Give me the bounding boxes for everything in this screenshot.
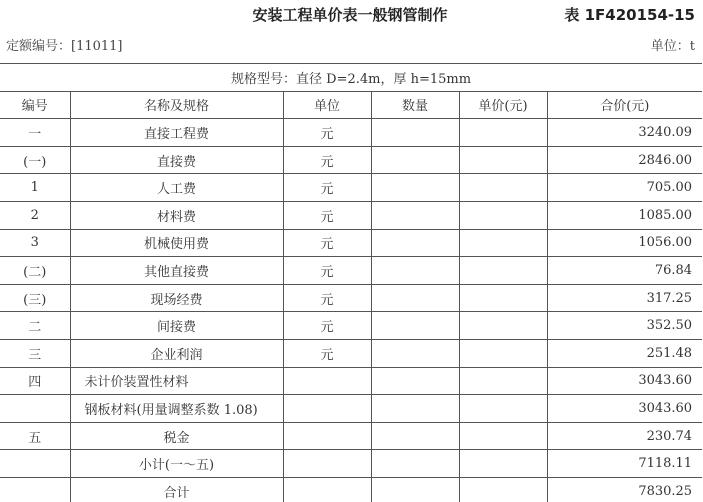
col-header-no: 编号 — [0, 91, 70, 119]
table-row — [0, 257, 702, 285]
cell-unit: 元 — [283, 229, 371, 257]
table-row — [0, 395, 702, 423]
cell-name: 其他直接费 — [70, 257, 283, 285]
col-header-total: 合价(元) — [547, 91, 702, 119]
cell-total: 317.25 — [547, 284, 702, 312]
cell-qty — [371, 146, 459, 174]
cell-qty — [371, 422, 459, 450]
cell-unit: 元 — [283, 284, 371, 312]
cell-no — [0, 395, 70, 423]
table-row — [0, 339, 702, 367]
cell-total: 1085.00 — [547, 201, 702, 229]
cell-price — [459, 284, 547, 312]
cell-qty — [371, 174, 459, 202]
document-title: 安装工程单价表一般钢管制作 — [252, 6, 448, 24]
cell-name: 间接费 — [70, 312, 283, 340]
cell-no: 三 — [0, 339, 70, 367]
cell-unit — [283, 450, 371, 478]
table-row — [0, 450, 702, 478]
cell-unit — [283, 367, 371, 395]
cell-name: 人工费 — [70, 174, 283, 202]
cell-qty — [371, 229, 459, 257]
cell-price — [459, 201, 547, 229]
cell-qty — [371, 395, 459, 423]
cell-name: 直接费 — [70, 146, 283, 174]
cell-no — [0, 477, 70, 502]
table-number: 表 1F420154-15 — [564, 6, 695, 24]
cell-unit: 元 — [283, 312, 371, 340]
cell-total: 230.74 — [547, 422, 702, 450]
cell-qty — [371, 339, 459, 367]
cell-qty — [371, 201, 459, 229]
cell-price — [459, 229, 547, 257]
cell-total: 76.84 — [547, 257, 702, 285]
table-row — [0, 312, 702, 340]
col-header-name: 名称及规格 — [70, 91, 283, 119]
table-row — [0, 174, 702, 202]
cell-qty — [371, 367, 459, 395]
cell-qty — [371, 284, 459, 312]
cell-total: 705.00 — [547, 174, 702, 202]
cell-no: (二) — [0, 257, 70, 285]
cell-no: 1 — [0, 174, 70, 202]
cell-price — [459, 174, 547, 202]
cell-no: 五 — [0, 422, 70, 450]
cell-qty — [371, 477, 459, 502]
unit-price-table — [0, 63, 702, 502]
cell-total: 3240.09 — [547, 119, 702, 147]
cell-unit: 元 — [283, 201, 371, 229]
cell-name: 未计价装置性材料 — [70, 367, 283, 395]
table-row — [0, 229, 702, 257]
col-header-qty: 数量 — [371, 91, 459, 119]
cell-unit — [283, 422, 371, 450]
col-header-unit: 单位 — [283, 91, 371, 119]
cell-total: 7118.11 — [547, 450, 702, 478]
cell-no: 二 — [0, 312, 70, 340]
cell-unit: 元 — [283, 119, 371, 147]
cell-no — [0, 450, 70, 478]
cell-unit: 元 — [283, 257, 371, 285]
cell-price — [459, 367, 547, 395]
cell-total: 1056.00 — [547, 229, 702, 257]
cell-no: (三) — [0, 284, 70, 312]
header-row — [0, 91, 702, 119]
cell-name: 直接工程费 — [70, 119, 283, 147]
cell-total: 2846.00 — [547, 146, 702, 174]
table-row — [0, 422, 702, 450]
cell-price — [459, 450, 547, 478]
table-row — [0, 201, 702, 229]
cell-name: 机械使用费 — [70, 229, 283, 257]
cell-name: 合计 — [70, 477, 283, 502]
cell-qty — [371, 450, 459, 478]
col-header-price: 单价(元) — [459, 91, 547, 119]
cell-total: 3043.60 — [547, 395, 702, 423]
cell-price — [459, 477, 547, 502]
cell-qty — [371, 119, 459, 147]
cell-name: 钢板材料(用量调整系数 1.08) — [70, 395, 283, 423]
cell-no: 3 — [0, 229, 70, 257]
cell-price — [459, 119, 547, 147]
cell-total: 3043.60 — [547, 367, 702, 395]
cell-no: 一 — [0, 119, 70, 147]
cell-unit: 元 — [283, 339, 371, 367]
cell-no: (一) — [0, 146, 70, 174]
cell-total: 251.48 — [547, 339, 702, 367]
unit-label: 单位：t — [650, 39, 695, 54]
cell-price — [459, 312, 547, 340]
cell-no: 2 — [0, 201, 70, 229]
cell-name: 材料费 — [70, 201, 283, 229]
table-row — [0, 477, 702, 502]
table-row — [0, 119, 702, 147]
cell-unit — [283, 477, 371, 502]
cell-no: 四 — [0, 367, 70, 395]
cell-price — [459, 339, 547, 367]
cell-total: 352.50 — [547, 312, 702, 340]
table-row — [0, 284, 702, 312]
spec-text: 规格型号：直径 D=2.4m，厚 h=15mm — [0, 64, 702, 92]
cell-unit: 元 — [283, 146, 371, 174]
cell-name: 现场经费 — [70, 284, 283, 312]
cell-qty — [371, 312, 459, 340]
quota-number: 定额编号：[11011] — [6, 39, 123, 54]
cell-unit — [283, 395, 371, 423]
cell-qty — [371, 257, 459, 285]
cell-price — [459, 257, 547, 285]
cell-name: 税金 — [70, 422, 283, 450]
cell-unit: 元 — [283, 174, 371, 202]
spec-row — [0, 64, 702, 92]
table-row — [0, 367, 702, 395]
cell-price — [459, 146, 547, 174]
cell-price — [459, 395, 547, 423]
table-row — [0, 146, 702, 174]
cell-total: 7830.25 — [547, 477, 702, 502]
cell-name: 小计(一～五) — [70, 450, 283, 478]
cell-price — [459, 422, 547, 450]
cell-name: 企业利润 — [70, 339, 283, 367]
